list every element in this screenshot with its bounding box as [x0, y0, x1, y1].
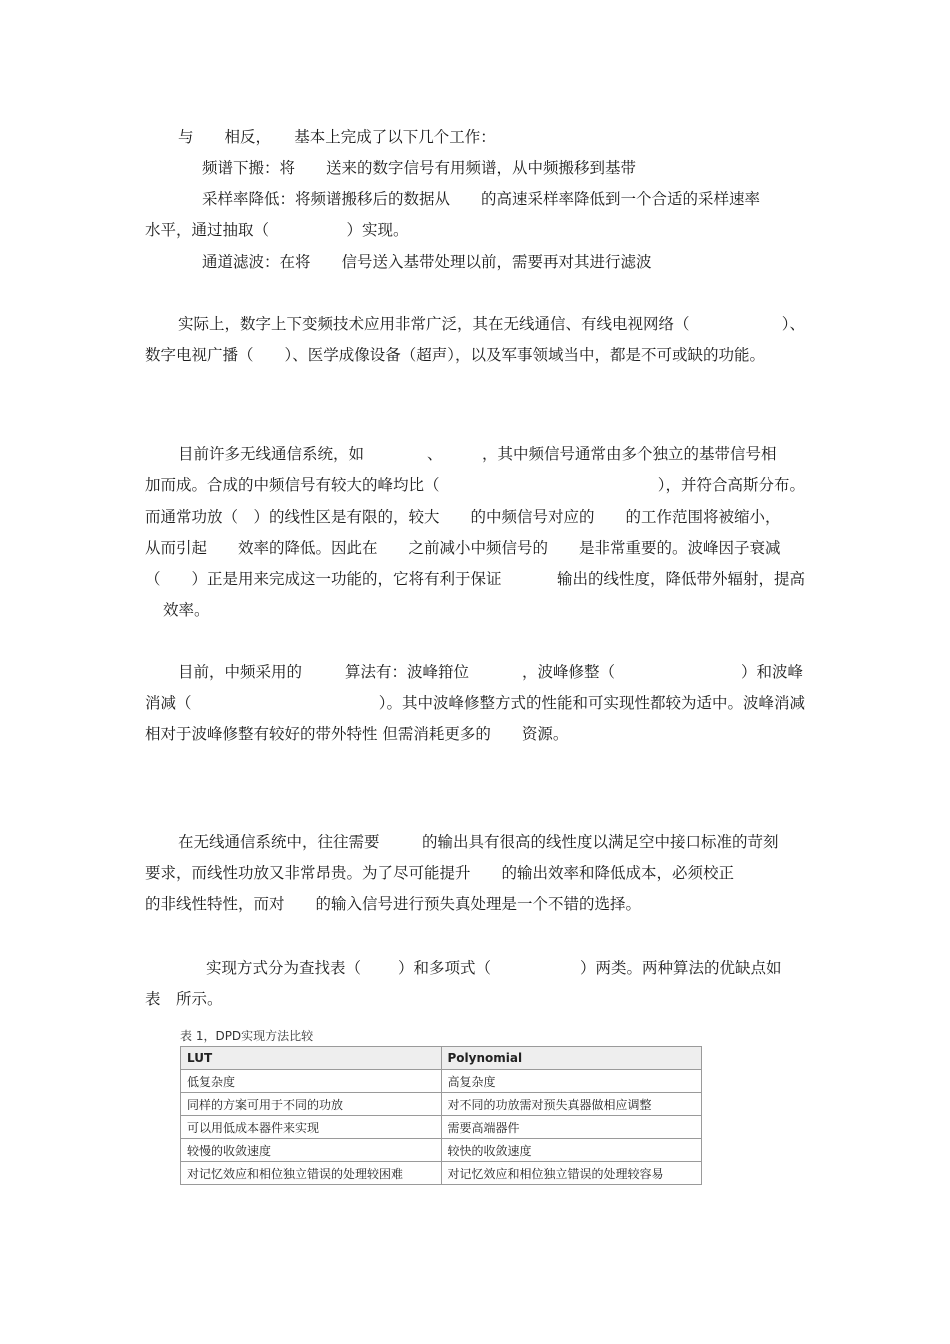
para3-line4: 从而引起 效率的降低。因此在 之前减小中频信号的 是非常重要的。波峰因子衰减: [145, 539, 781, 557]
table-caption: 表 1，DPD实现方法比较: [180, 1029, 314, 1043]
table-row: [181, 1116, 702, 1139]
para5-line1b: 的输出具有很高的线性度以满足空中接口标准的苛刻: [422, 833, 779, 851]
list-item-decimation-line1: [202, 189, 805, 209]
table-cell: 低复杂度: [181, 1070, 442, 1093]
text-fragment: 实际上，数字上下变频技术应用非常广泛，其在无线通信、有线电视网络（: [178, 315, 690, 333]
para4-line2: [145, 693, 805, 713]
para4-line3: 相对于波峰修整有较好的带外特性 但需消耗更多的 资源。: [145, 725, 569, 743]
para3-line3: 而通常功放（ ）的线性区是有限的，较大 的中频信号对应的 的工作范围将被缩小，: [145, 508, 781, 526]
text-fragment: ）。其中波峰修整方式的性能和可实现性都较为适中。波峰消减: [378, 694, 805, 712]
table-row: [181, 1139, 702, 1162]
para4-line1b: 算法有：波峰箝位: [345, 663, 470, 681]
text-fragment: （ ）正是用来完成这一功能的，它将有利于保证: [145, 570, 502, 588]
para4-line1a: 目前，中频采用的: [178, 663, 303, 681]
para4-line1d: ）和波峰: [741, 663, 804, 681]
para2-line2: 数字电视广播（ ）、医学成像设备（超声），以及军事领域当中，都是不可或缺的功能。: [145, 346, 766, 364]
list-item-downconvert: 频谱下搬：将 送来的数字信号有用频谱，从中频搬移到基带: [202, 159, 637, 177]
table-cell: 对记忆效应和相位独立错误的处理较困难: [181, 1162, 442, 1185]
table-cell: 较慢的收敛速度: [181, 1139, 442, 1162]
table-row: [181, 1070, 702, 1093]
para5-line3: 的非线性特性，而对 的输入信号进行预失真处理是一个不错的选择。: [145, 895, 642, 913]
table-cell: 对不同的功放需对预失真器做相应调整: [441, 1093, 702, 1116]
table-cell: 同样的方案可用于不同的功放: [181, 1093, 442, 1116]
list-item-filtering: 通道滤波：在将 信号送入基带处理以前，需要再对其进行滤波: [202, 253, 652, 271]
para5-line1a: 在无线通信系统中，往往需要: [178, 833, 380, 851]
para3-line1a: 目前许多无线通信系统，如: [178, 445, 365, 463]
table-cell: 高复杂度: [441, 1070, 702, 1093]
para3-line5: [145, 569, 805, 589]
text-fragment: 加而成。合成的中频信号有较大的峰均比（: [145, 476, 440, 494]
intro-line: 与 相反， 基本上完成了以下几个工作：: [178, 128, 496, 146]
table-cell: 需要高端器件: [441, 1116, 702, 1139]
para3-line1b: 、: [427, 445, 443, 463]
table-row: [181, 1093, 702, 1116]
text-fragment: ）、: [781, 315, 805, 333]
column-header-lut: LUT: [181, 1047, 442, 1070]
para5-line2: 要求，而线性功放又非常昂贵。为了尽可能提升 的输出效率和降低成本，必须校正: [145, 864, 735, 882]
text-fragment: 输出的线性度，降低带外辐射，提高: [556, 570, 805, 588]
para6-line2: 表 所示。: [145, 990, 223, 1008]
table-header-row: [181, 1047, 702, 1070]
text-fragment: 消减（: [145, 694, 192, 712]
para4-line1c: ，波峰修整（: [522, 663, 616, 681]
text-fragment: ），并符合高斯分布。: [657, 476, 805, 494]
table-row: [181, 1162, 702, 1185]
text-fragment: 采样率降低：将频谱搬移后的数据从 的高速采样率降低到一个合适的采样速率: [202, 190, 761, 208]
para6-line1a: 实现方式分为查找表（: [206, 959, 362, 977]
para3-line2: [145, 475, 805, 495]
para3-line6: 效率。: [163, 601, 210, 619]
list-item-decimation-line2: 水平，通过抽取（ ）实现。: [145, 221, 409, 239]
para6-line1c: ）两类。两种算法的优缺点如: [580, 959, 782, 977]
table-cell: 较快的收敛速度: [441, 1139, 702, 1162]
para6-line1b: ）和多项式（: [398, 959, 492, 977]
para2-line1: [178, 314, 805, 334]
table-cell: 对记忆效应和相位独立错误的处理较容易: [441, 1162, 702, 1185]
dpd-comparison-table: [180, 1046, 702, 1185]
table-cell: 可以用低成本器件来实现: [181, 1116, 442, 1139]
column-header-polynomial: Polynomial: [441, 1047, 702, 1070]
para3-line1c: ，其中频信号通常由多个独立的基带信号相: [482, 445, 777, 463]
